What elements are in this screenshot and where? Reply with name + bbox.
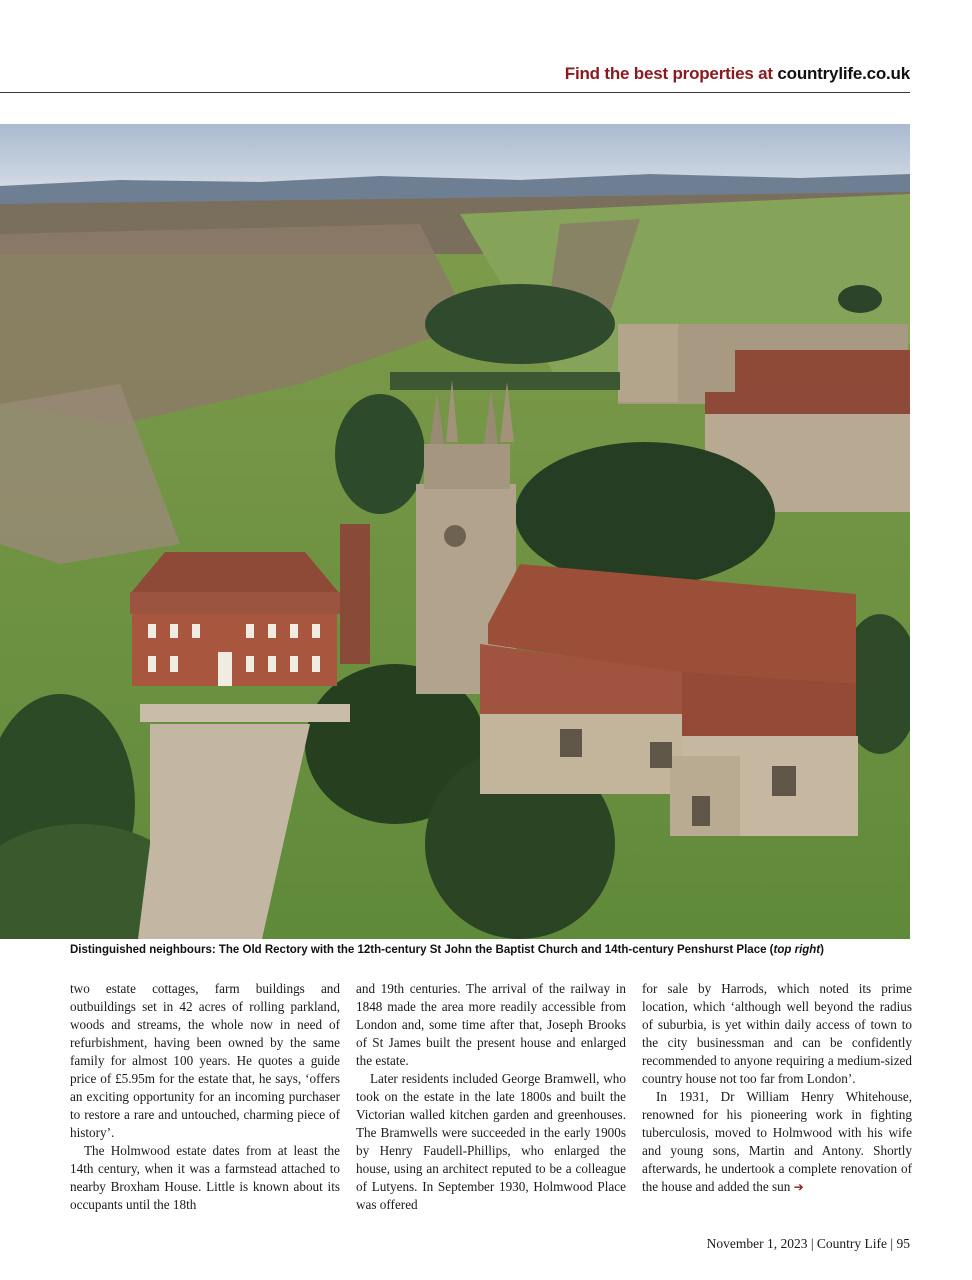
- article-column-1: [70, 980, 340, 1214]
- paragraph: [642, 1088, 912, 1196]
- photo-caption: [70, 944, 920, 956]
- paragraph: The Holmwood estate dates from at least the 14th century, when it was a farmstead attached to nearby Broxham House. Little is known about its occupants until the 18th: [70, 1143, 340, 1212]
- paragraph: for sale by Harrods, which noted its prime location, which ‘although well beyond the radius of suburbia, is yet within daily access of town to the city businessman and can be confidently recommended to anyone requiring a medium-sized country house not too far from London’.: [642, 981, 912, 1086]
- website-promo-link[interactable]: [565, 64, 910, 84]
- promo-accent-text: Find the best properties at: [564, 64, 773, 83]
- article-column-2: [356, 980, 626, 1214]
- continue-arrow-icon: ➔: [793, 1180, 804, 1194]
- page-folio: November 1, 2023 | Country Life | 95: [706, 1236, 910, 1251]
- promo-site-text: countrylife.co.uk: [777, 64, 910, 83]
- caption-close: ): [820, 944, 824, 956]
- caption-text: Distinguished neighbours: The Old Rectory with the 12th-century St John the Baptist Church and 14th-century Penshurst Place (: [70, 944, 774, 956]
- paragraph: and 19th centuries. The arrival of the railway in 1848 made the area more readily accessible from London and, some time after that, Joseph Brooks of St James built the present house and enlarged the estate.: [356, 981, 626, 1068]
- aerial-photo: [0, 124, 910, 939]
- paragraph-text: In 1931, Dr William Henry Whitehouse, renowned for his pioneering work in fighting tuberculosis, moved to Holmwood with his wife and young sons, Martin and Antony. Shortly afterwards, he undertook a complete renovation of the house and added the sun: [642, 1089, 912, 1194]
- paragraph: two estate cottages, farm buildings and outbuildings set in 42 acres of rolling parkland, woods and streams, the whole now in need of refurbishment, having been owned by the same family for almost 100 years. He quotes a guide price of £5.95m for the estate that, he says, ‘offers an exciting opportunity for an incoming purchaser to restore a rare and untouched, charming piece of history’.: [70, 981, 340, 1140]
- paragraph: Later residents included George Bramwell, who took on the estate in the late 1800s and built the Victorian walled kitchen garden and greenhouses. The Bramwells were succeeded in the early 1900s by Henry Faudell-Phillips, who enlarged the house, using an architect reputed to be a colleague of Lutyens. In September 1930, Holmwood Place was offered: [356, 1071, 626, 1212]
- caption-italic: top right: [773, 944, 821, 956]
- page-header: [0, 58, 910, 93]
- article-column-3: [642, 980, 912, 1196]
